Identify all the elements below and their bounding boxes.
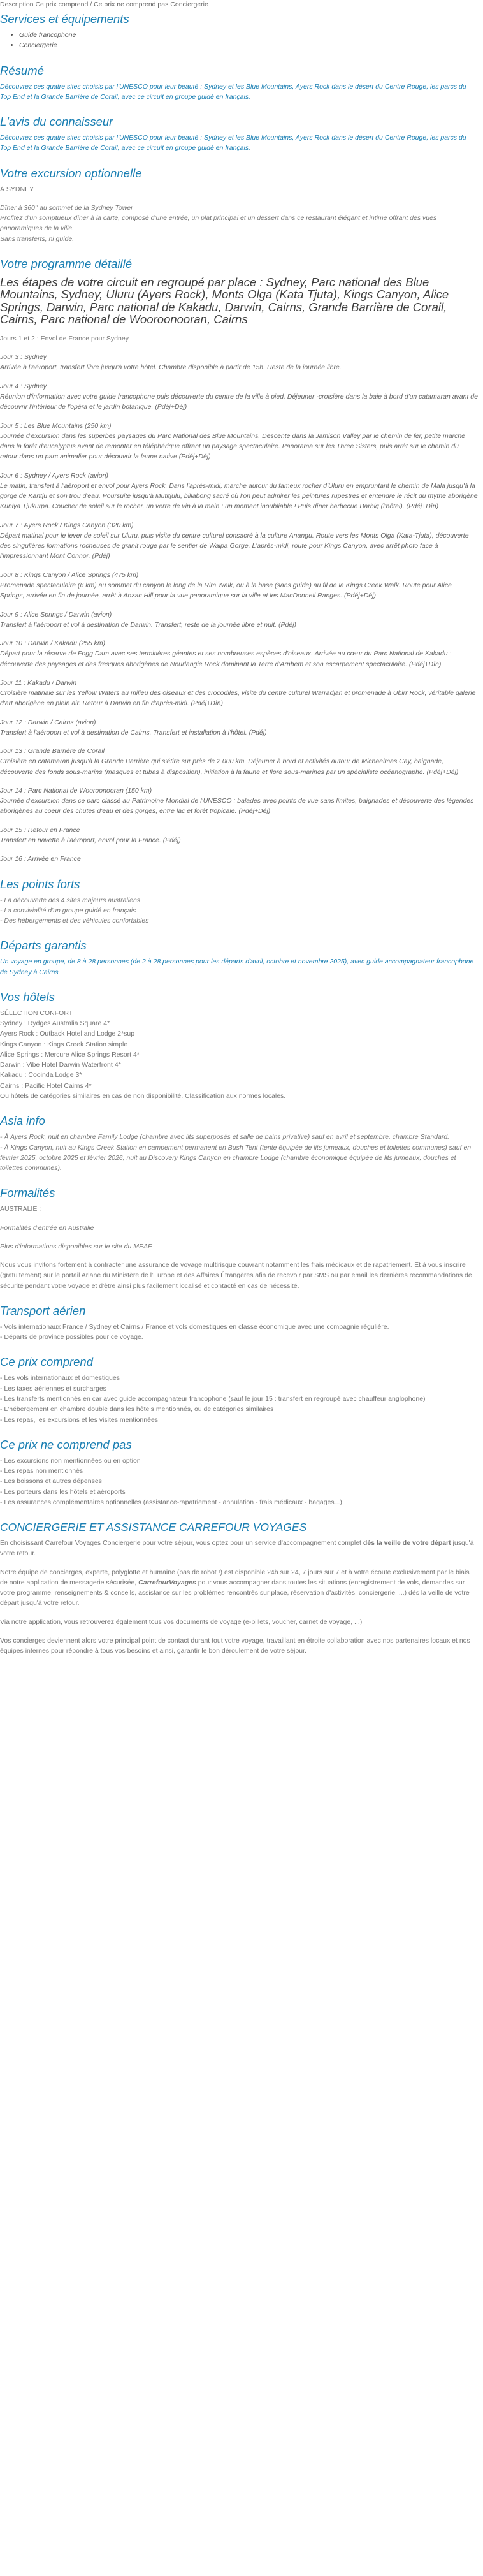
avis-title: L'avis du connaisseur (0, 115, 113, 129)
app-name: CarrefourVoyages (138, 1578, 196, 1586)
day-text: Départ matinal pour le lever de soleil sur Uluru, puis visite du centre culturel consacré à la culture Anangu. Route vers les Monts Olga (Kata-Tjuta), découverte des singulières formations rocheuses de granit rouge par le sentier de Walpa Gorge. L'après-midi, route pour Kings Canyon, avec arrêt photo face à l'impressionnant Mont Connor. (Pdéj) (0, 531, 469, 560)
list-item: - Les porteurs dans les hôtels et aéroports (0, 1488, 126, 1496)
day-title: Jour 8 : Kings Canyon / Alice Springs (475 km) (0, 571, 139, 579)
day-item (0, 746, 478, 777)
list-item: - Les transferts mentionnés en car avec guide accompagnateur francophone (sauf le jour 15 : transfert en regroupé avec chauffeur anglophone) (0, 1394, 426, 1403)
day-text: Transfert en navette à l'aéroport, envol pour la France. (Pdéj) (0, 837, 181, 845)
day-title: Jour 4 : Sydney (0, 382, 47, 390)
day-title: Jour 10 : Darwin / Kakadu (255 km) (0, 640, 106, 648)
day-item (0, 352, 478, 373)
list-item: - Les vols internationaux et domestiques (0, 1374, 120, 1382)
text-emphasis: dès la veille de votre départ (363, 1539, 451, 1548)
ne-comprend-list (0, 1456, 478, 1507)
day-title: Jour 12 : Darwin / Cairns (avion) (0, 718, 96, 726)
text-segment: Notre équipe de concierges, experte, polyglotte et humaine (pas de robot !) est disponible 24h sur 24, 7 jours sur 7 et à votre écoute exclusivement par le biais de notre application de messagerie sécurisée, (0, 1568, 470, 1586)
day-title: Jour 15 : Retour en France (0, 826, 80, 834)
programme-title: Votre programme détaillé (0, 256, 133, 270)
asia-para: - À Ayers Rock, nuit en chambre Family Lodge (chambre avec lits superposés et salle de bains privative) sauf en avril et septembre, chambre Standard. (0, 1133, 450, 1141)
ne-comprend-title: Ce prix ne comprend pas (0, 1437, 132, 1451)
hotel-line: SÉLECTION CONFORT (0, 1009, 73, 1017)
departs-text: Un voyage en groupe, de 8 à 28 personnes (de 2 à 28 personnes pour les départs d'avril, octobre et novembre 2025), avec guide accompagnateur francophone de Sydney à Cairns (0, 958, 474, 976)
day-text: Promenade spectaculaire (6 km) au sommet du canyon le long de la Rim Walk, ou à la base (sans guide) au fil de la Kings Creek Walk. Route pour Alice Springs, arrivée en fin de journée, arrêt à Anzac Hill pour la vue panoramique sur la ville et les MacDonnell Ranges. (Pdéj+Déj) (0, 581, 452, 600)
list-item: • Guide francophone (19, 30, 478, 40)
day-item (0, 381, 478, 413)
points-forts-list (0, 895, 478, 926)
list-item: - Les assurances complémentaires optionnelles (assistance-rapatriement - annulation - frais médicaux - bagages...) (0, 1498, 342, 1506)
list-item: - Départs de province possibles pour ce voyage. (0, 1333, 143, 1342)
excursion-line: Profitez d'un somptueux dîner à la carte, composé d'une entrée, un plat principal et un dessert dans ce restaurant élégant et intime offrant des vues panoramiques de la ville. (0, 214, 437, 233)
list-item: - Les boissons et autres dépenses (0, 1477, 102, 1486)
hotels-list (0, 1008, 478, 1101)
hotel-line: Darwin : Vibe Hotel Darwin Waterfront 4* (0, 1061, 121, 1069)
day-title: Jour 7 : Ayers Rock / Kings Canyon (320 km) (0, 521, 134, 529)
formalites-more: Plus d'informations disponibles sur le site du MEAE (0, 1242, 152, 1250)
transport-title: Transport aérien (0, 1303, 86, 1317)
excursion-line: Dîner à 360° au sommet de la Sydney Tower (0, 203, 133, 212)
day-text: Journée d'excursion dans ce parc classé au Patrimoine Mondial de l'UNESCO : balades avec points de vue sans limites, baignades et découverte des légendes aborigènes au coeur des chutes d'eau et des gorges, entre lac et forêt tropicale. (Pdéj+Déj) (0, 797, 474, 816)
asia-text (0, 1132, 478, 1173)
day-title: Jour 11 : Kakadu / Darwin (0, 678, 77, 687)
day-item (0, 421, 478, 462)
transport-list (0, 1322, 478, 1343)
day-title: Jour 6 : Sydney / Ayers Rock (avion) (0, 471, 108, 479)
day-item (0, 717, 478, 738)
day-title: Jour 5 : Les Blue Mountains (250 km) (0, 421, 112, 430)
list-item: - Vols internationaux France / Sydney et Cairns / France et vols domestiques en classe économique avec une compagnie régulière. (0, 1322, 389, 1331)
services-title: Services et équipements (0, 12, 129, 26)
hotel-note: Ou hôtels de catégories similaires en cas de non disponibilité. Classification aux normes locales. (0, 1092, 286, 1100)
list-item: - L'hébergement en chambre double dans les hôtels mentionnés, ou de catégories similaires (0, 1405, 274, 1414)
day-text: Le matin, transfert à l'aéroport et envol pour Ayers Rock. Dans l'après-midi, marche autour du fameux rocher d'Uluru en empruntant le chemin de Mala jusqu'à la gorge de Kantju et son trou d'eau. Poursuite jusqu'à Mutitjulu, billabong sacré où l'on peut admirer les peintures rupestres et entendre le récit du mythe aborigène Kuniya Tjukurpa. Coucher de soleil sur le rocher, un verre de vin à la main : un moment inoubliable ! Puis dîner barbecue Barbiq (l'hôtel). (Pdéj+Dîn) (0, 481, 478, 511)
hotel-line: Ayers Rock : Outback Hotel and Lodge 2*sup (0, 1030, 135, 1038)
day-title: Jour 14 : Parc National de Wooroonooran (150 km) (0, 786, 152, 794)
formalites-text: Nous vous invitons fortement à contracter une assurance de voyage multirisque couvrant notamment les frais médicaux et de rapatriement. Et à vous inscrire (gratuitement) sur le portail Ariane du Ministère de l'Europe et des Affaires Étrangères afin de recevoir par SMS ou par email les dernières recommandations de sécurité pendant votre voyage et d'être ainsi plus facilement localisé et contacté en cas de nécessité. (0, 1261, 472, 1290)
list-item: - Les repas, les excursions et les visites mentionnées (0, 1416, 159, 1424)
excursion-line: Sans transferts, ni guide. (0, 235, 75, 243)
excursion-title: Votre excursion optionnelle (0, 166, 142, 180)
text-segment: jusqu'à votre retour. (0, 1539, 474, 1558)
points-forts-title: Les points forts (0, 877, 80, 891)
comprend-list (0, 1373, 478, 1424)
day-text: Transfert à l'aéroport et vol à destination de Cairns. Transfert et installation à l'hôtel. (Pdéj) (0, 728, 267, 736)
breadcrumb: Description Ce prix comprend / Ce prix ne comprend pas Conciergerie (0, 1, 208, 8)
day-item (0, 520, 478, 562)
day-item (0, 678, 478, 709)
list-item: - La convivialité d'un groupe guidé en français (0, 906, 136, 914)
hotels-title: Vos hôtels (0, 990, 55, 1004)
day-text: Réunion d'information avec votre guide francophone puis découverte du centre de la ville à pied. Déjeuner -croisière dans la baie à bord d'un catamaran avant de découvrir l'intérieur de l'opéra et le jardin botanique. (Pdéj+Déj) (0, 392, 478, 411)
resume-title: Résumé (0, 63, 44, 77)
day-text: Croisière matinale sur les Yellow Waters au milieu des oiseaux et des crocodiles, visite du centre culturel Warradjan et promenade à Ubirr Rock, véritable galerie d'art aborigène en plein air. Retour à Darwin en fin d'après-midi. (Pdéj+Dîn) (0, 689, 476, 708)
list-item: - Des hébergements et des véhicules confortables (0, 917, 149, 925)
conciergerie-app: Via notre application, vous retrouverez également tous vos documents de voyage (e-billets, voucher, carnet de voyage, ...) (0, 1618, 363, 1626)
itinerary (0, 352, 478, 864)
day-text: Arrivée à l'aéroport, transfert libre jusqu'à votre hôtel. Chambre disponible à partir de 15h. Reste de la journée libre. (0, 363, 342, 372)
resume-text: Découvrez ces quatre sites choisis par l'UNESCO pour leur beauté : Sydney et les Blue Mountains, Ayers Rock dans le désert du Centre Rouge, les parcs du Top End et la Grande Barrière de Corail, avec ce circuit en groupe guidé en français. (0, 82, 466, 101)
list-item: • Conciergerie (19, 40, 478, 50)
day-item (0, 610, 478, 631)
text-segment: En choisissant Carrefour Voyages Conciergerie pour votre séjour, vous optez pour un service d'accompagnement complet (0, 1539, 363, 1548)
hotel-line: Kakadu : Cooinda Lodge 3* (0, 1071, 82, 1079)
avis-text: Découvrez ces quatre sites choisis par l'UNESCO pour leur beauté : Sydney et les Blue Mountains, Ayers Rock dans le désert du Centre Rouge, les parcs du Top End et la Grande Barrière de Corail, avec ce circuit en groupe guidé en français. (0, 134, 466, 152)
hotel-line: Kings Canyon : Kings Creek Station simple (0, 1040, 128, 1048)
day-item (0, 854, 478, 864)
day-text: Croisière en catamaran jusqu'à la Grande Barrière qui s'étire sur près de 2 000 km. Déjeuner à bord et activités autour de Michaelmas Cay, baignade, découverte des fonds sous-marins (masques et tubas à disposition), initiation à la faune et flore sous-marines par un spécialiste océanographe. (Pdéj+Déj) (0, 757, 459, 776)
programme-intro: Jours 1 et 2 : Envol de France pour Sydney (0, 334, 129, 342)
day-text: Départ pour la réserve de Fogg Dam avec ses termitières géantes et ses nombreuses espèces d'oiseaux. Arrivée au cœur du Parc National de Kakadu : découverte des paysages et des fresques aborigènes de Nourlangie Rock dominant la Terre d'Arnhem et son escarpement spectaculaire. (Pdéj+Dîn) (0, 650, 452, 668)
conciergerie-intro (0, 1538, 478, 1559)
formalites-country: AUSTRALIE : (0, 1205, 41, 1213)
list-item: - Les taxes aériennes et surcharges (0, 1384, 106, 1393)
programme-headline: Les étapes de votre circuit en regroupé par place : Sydney, Parc national des Blue Mountains, Sydney, Uluru (Ayers Rock), Monts Olga (Kata Tjuta), Kings Canyon, Alice Springs, Darwin, Parc national de Kakadu, Darwin, Cairns, Grande Barrière de Corail, Cairns, Parc national de Wooroonooran, Cairns (0, 275, 449, 326)
asia-title: Asia info (0, 1114, 45, 1128)
hotel-line: Sydney : Rydges Australia Square 4* (0, 1020, 110, 1028)
asia-para: - À Kings Canyon, nuit au Kings Creek Station en campement permanent en Bush Tent (tente équipée de lits jumeaux, douches et toilettes communes) sauf en février 2025, octobre 2025 et février 2026, nuit au Discovery Kings Canyon en chambre Lodge (chambre économique équipée de lits jumeaux, douches et toilettes communes). (0, 1143, 472, 1173)
day-title: Jour 3 : Sydney (0, 353, 47, 362)
day-title: Jour 13 : Grande Barrière de Corail (0, 747, 105, 756)
day-item (0, 570, 478, 601)
day-title: Jour 9 : Alice Springs / Darwin (avion) (0, 610, 112, 618)
list-item: - La découverte des 4 sites majeurs australiens (0, 896, 141, 904)
hotel-line: Alice Springs : Mercure Alice Springs Resort 4* (0, 1050, 140, 1058)
formalites-entry: Formalités d'entrée en Australie (0, 1224, 94, 1232)
conciergerie-title: CONCIERGERIE ET ASSISTANCE CARREFOUR VOYAGES (0, 1521, 307, 1534)
day-item (0, 638, 478, 670)
list-item: - Les excursions non mentionnées ou en option (0, 1456, 141, 1465)
excursion-details (0, 203, 478, 244)
list-item: - Les repas non mentionnés (0, 1467, 83, 1475)
conciergerie-contact: Vos concierges deviennent alors votre principal point de contact durant tout votre voyage, travaillant en étroite collaboration avec nos partenaires locaux et nos équipes internes pour répondre à tous vos besoins et ainsi, garantir le bon déroulement de votre séjour. (0, 1636, 470, 1655)
text-segment: pour vous accompagner dans toutes les situations (enregistrement de vols, demandes sur votre programme, renseignements & conseils, assistance sur les problèmes rencontrés sur place, réservation d'activités, conciergerie, ...) dès la veille de votre départ jusqu'à votre retour. (0, 1578, 470, 1607)
day-item (0, 786, 478, 817)
excursion-city: À SYDNEY (0, 185, 34, 193)
day-item (0, 825, 478, 846)
day-text: Transfert à l'aéroport et vol à destination de Darwin. Transfert, reste de la journée libre et nuit. (Pdéj) (0, 620, 297, 629)
day-title: Jour 16 : Arrivée en France (0, 855, 81, 863)
formalites-title: Formalités (0, 1186, 55, 1200)
departs-title: Départs garantis (0, 939, 87, 953)
day-text: Journée d'excursion dans les superbes paysages du Parc National des Blue Mountains. Descente dans la Jamison Valley par le chemin de fer, petite marche dans la forêt d'eucalyptus avant de remonter en téléphérique offrant un paysage spectaculaire. Panorama sur les Three Sisters, puis arrêt sur le chemin du retour dans un parc animalier pour découvrir la faune native (Pdéj+Déj) (0, 432, 466, 461)
hotel-line: Cairns : Pacific Hotel Cairns 4* (0, 1081, 92, 1090)
comprend-title: Ce prix comprend (0, 1355, 94, 1369)
services-list (0, 30, 478, 51)
day-item (0, 471, 478, 512)
conciergerie-team (0, 1567, 478, 1609)
